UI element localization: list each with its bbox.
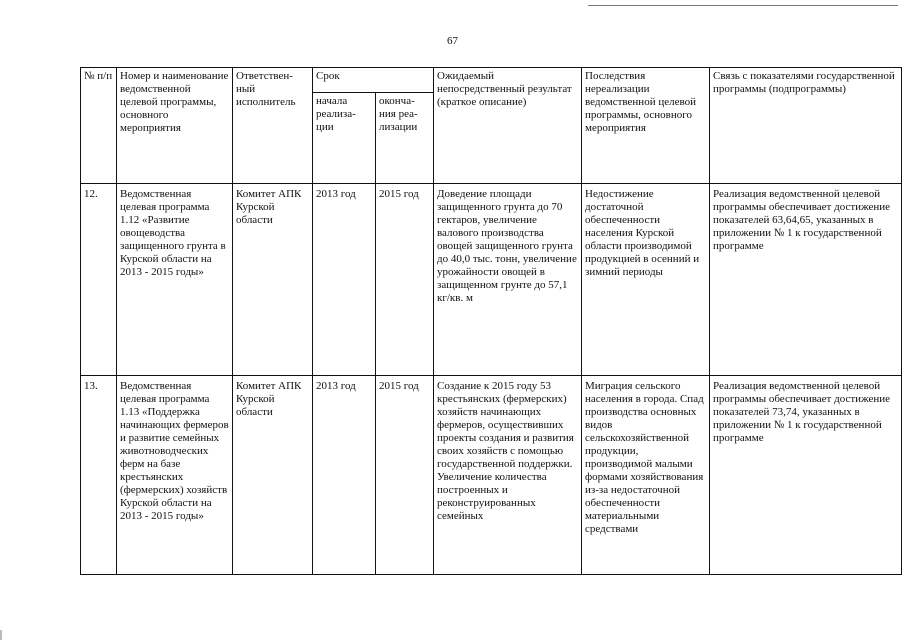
table-row xyxy=(81,376,902,575)
header-term: Срок xyxy=(313,68,434,93)
cell-name: Ведомственная целевая программа 1.12 «Развитие овощеводства защищенного грунта в Курской области на 2013 - 2015 годы» xyxy=(117,184,233,376)
header-term-start: начала реализа-ции xyxy=(313,93,376,184)
header-name: Номер и наименование ведомственной целевой программы, основного мероприятия xyxy=(117,68,233,184)
cell-consequences: Недостижение достаточной обеспеченности населения Курской области производимой продукцией в осенний и зимний периоды xyxy=(582,184,710,376)
table-row xyxy=(81,184,902,376)
scan-edge-mark xyxy=(0,630,2,640)
programs-table xyxy=(80,67,902,575)
cell-link: Реализация ведомственной целевой программы обеспечивает достижение показателей 73,74, указанных в приложении № 1 к государственной программе xyxy=(710,376,902,575)
cell-expected: Доведение площади защищенного грунта до 70 гектаров, увеличение валового производства овощей защищенного грунта до 40,0 тыс. тонн, увеличение урожайности овощей в защищенном грунте до 57,1 кг/кв. м xyxy=(434,184,582,376)
header-consequences: Последствия нереализации ведомственной целевой программы, основного мероприятия xyxy=(582,68,710,184)
cell-num: 12. xyxy=(81,184,117,376)
page-number: 67 xyxy=(447,35,458,47)
top-rule xyxy=(588,5,898,6)
cell-responsible: Комитет АПК Курской области xyxy=(233,184,313,376)
cell-expected: Создание к 2015 году 53 крестьянских (фермерских) хозяйств начинающих фермеров, осуществивших проекты создания и развития своих хозяйств с помощью государственной поддержки. Увеличение количества построенных и реконструированных семейных xyxy=(434,376,582,575)
cell-start: 2013 год xyxy=(313,184,376,376)
cell-num: 13. xyxy=(81,376,117,575)
header-num: № п/п xyxy=(81,68,117,184)
header-responsible: Ответствен-ный исполнитель xyxy=(233,68,313,184)
cell-end: 2015 год xyxy=(376,376,434,575)
cell-start: 2013 год xyxy=(313,376,376,575)
cell-responsible: Комитет АПК Курской области xyxy=(233,376,313,575)
cell-name: Ведомственная целевая программа 1.13 «Поддержка начинающих фермеров и развитие семейных животноводческих ферм на базе крестьянских (фермерских) хозяйств Курской области на 2013 - 2015 годы» xyxy=(117,376,233,575)
cell-consequences: Миграция сельского населения в города. Спад производства основных видов сельскохозяйственной продукции, производимой малыми формами хозяйствования из-за недостаточной обеспеченности материальными средствами xyxy=(582,376,710,575)
table-header-row xyxy=(81,68,902,93)
cell-link: Реализация ведомственной целевой программы обеспечивает достижение показателей 63,64,65, указанных в приложении № 1 к государственной программе xyxy=(710,184,902,376)
header-expected: Ожидаемый непосредственный результат (краткое описание) xyxy=(434,68,582,184)
header-link: Связь с показателями государственной программы (подпрограммы) xyxy=(710,68,902,184)
header-term-end: оконча-ния реа-лизации xyxy=(376,93,434,184)
cell-end: 2015 год xyxy=(376,184,434,376)
